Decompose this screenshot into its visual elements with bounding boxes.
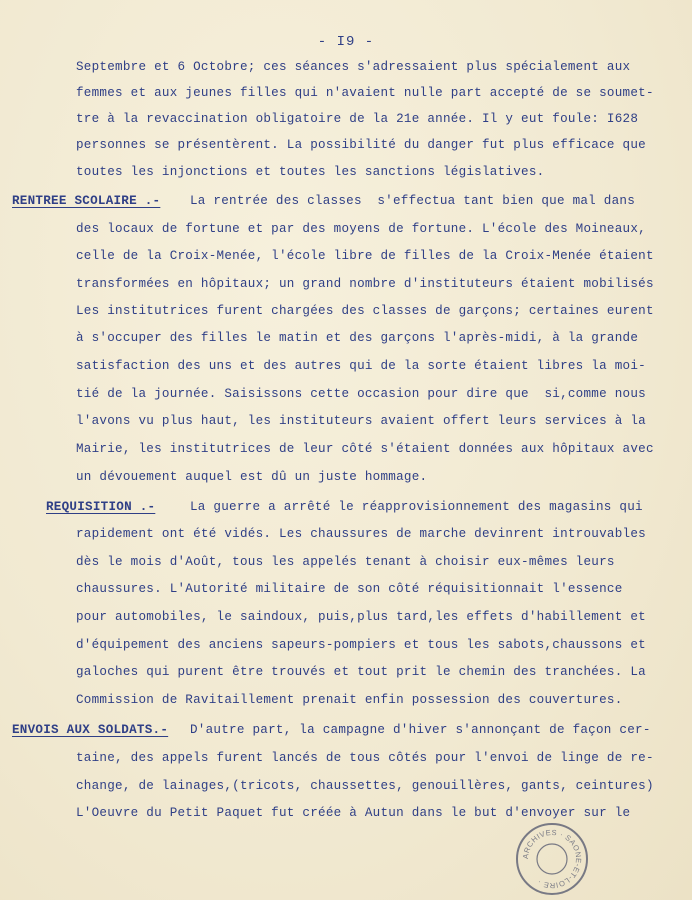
section-heading-line	[0, 723, 692, 749]
section-heading-line	[0, 194, 692, 220]
text-line: des locaux de fortune et par des moyens de fortune. L'école des Moineaux,	[76, 222, 646, 236]
text-line: celle de la Croix-Menée, l'école libre de filles de la Croix-Menée étaient	[76, 249, 654, 263]
text-line: l'avons vu plus haut, les instituteurs avaient offert leurs services à la	[76, 414, 646, 428]
text-line: transformées en hôpitaux; un grand nombre d'instituteurs étaient mobilisés	[76, 277, 654, 291]
section-heading-envois-aux-soldats: ENVOIS AUX SOLDATS.-	[12, 723, 169, 737]
text-line: rapidement ont été vidés. Les chaussures de marche devinrent introuvables	[76, 527, 646, 541]
text-line: Les institutrices furent chargées des classes de garçons; certaines eurent	[76, 304, 654, 318]
text-line: d'équipement des anciens sapeurs-pompiers et tous les sabots,chaussons et	[76, 638, 646, 652]
text-line: dès le mois d'Août, tous les appelés tenant à choisir eux-mêmes leurs	[76, 555, 615, 569]
text-line: change, de lainages,(tricots, chaussettes, genouillères, gants, ceintures)	[76, 779, 654, 793]
text-line: La guerre a arrêté le réapprovisionnement des magasins qui	[190, 500, 643, 514]
text-line: taine, des appels furent lancés de tous côtés pour l'envoi de linge de re-	[76, 751, 654, 765]
stamp-text: ARCHIVES · SAONE-ET-LOIRE ·	[520, 827, 584, 891]
text-line: Septembre et 6 Octobre; ces séances s'adressaient plus spécialement aux	[76, 60, 631, 74]
text-line: galoches qui purent être trouvés et tout prit le chemin des tranchées. La	[76, 665, 646, 679]
text-line: un dévouement auquel est dû un juste hommage.	[76, 470, 428, 484]
stamp-seal-icon	[518, 825, 586, 893]
text-line: personnes se présentèrent. La possibilité du danger fut plus efficace que	[76, 138, 646, 152]
text-line: chaussures. L'Autorité militaire de son côté réquisitionnait l'essence	[76, 582, 623, 596]
text-line: toutes les injonctions et toutes les sanctions législatives.	[76, 165, 545, 179]
text-line: D'autre part, la campagne d'hiver s'annonçant de façon cer-	[190, 723, 651, 737]
section-heading-rentree-scolaire: RENTREE SCOLAIRE .-	[12, 194, 161, 208]
text-line: tre à la revaccination obligatoire de la 21e année. Il y eut foule: I628	[76, 112, 639, 126]
svg-text:ARCHIVES · SAONE-ET-LOIRE ·	[521, 828, 583, 890]
archive-stamp	[516, 823, 588, 895]
section-heading-line	[0, 500, 692, 526]
text-line: à s'occuper des filles le matin et des garçons l'après-midi, à la grande	[76, 331, 639, 345]
text-line: L'Oeuvre du Petit Paquet fut créée à Autun dans le but d'envoyer sur le	[76, 806, 631, 820]
text-line: Commission de Ravitaillement prenait enfin possession des couvertures.	[76, 693, 623, 707]
page-number: - I9 -	[317, 34, 375, 50]
text-line: Mairie, les institutrices de leur côté s'étaient données aux hôpitaux avec	[76, 442, 654, 456]
text-line: La rentrée des classes s'effectua tant bien que mal dans	[190, 194, 636, 208]
text-line: femmes et aux jeunes filles qui n'avaient nulle part accepté de se soumet-	[76, 86, 654, 100]
section-heading-requisition: REQUISITION .-	[46, 500, 156, 514]
text-line: pour automobiles, le saindoux, puis,plus tard,les effets d'habillement et	[76, 610, 646, 624]
text-line: tié de la journée. Saisissons cette occasion pour dire que si,comme nous	[76, 387, 646, 401]
text-line: satisfaction des uns et des autres qui de la sorte étaient libres la moi-	[76, 359, 646, 373]
